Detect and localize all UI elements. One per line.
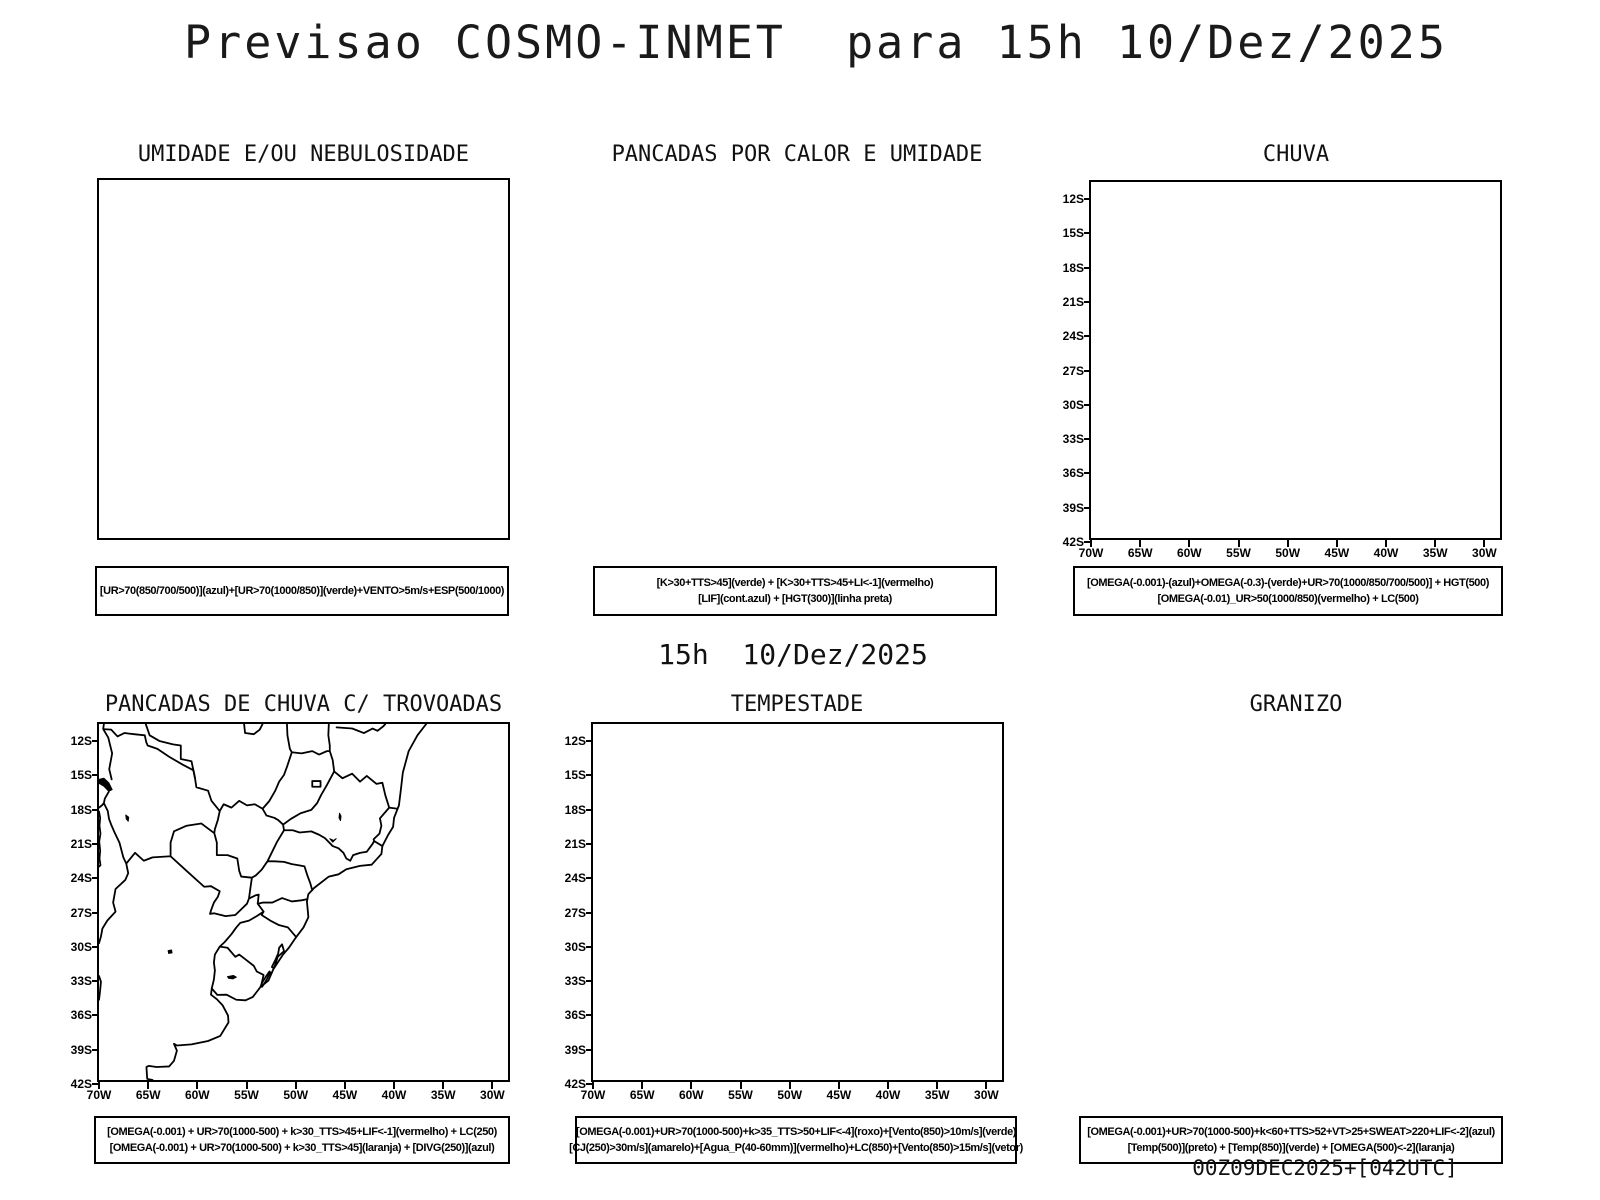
lat-tick-label: 21S bbox=[1062, 295, 1084, 309]
caption-chuva bbox=[1073, 566, 1503, 616]
lon-tick-label: 55W bbox=[728, 1088, 753, 1102]
lat-tick-label: 24S bbox=[1062, 329, 1084, 344]
lat-tick bbox=[586, 1014, 593, 1016]
caption-line: [OMEGA(-0.001)+UR>70(1000-500)+k>35_TTS>50+LIF<-4](roxo)+[Vento(850)>10m/s](verde) bbox=[575, 1126, 1017, 1138]
lon-tick-label: 35W bbox=[924, 1088, 950, 1102]
lat-tick-label: 30S bbox=[1062, 397, 1084, 412]
caption-trovoadas bbox=[94, 1116, 510, 1164]
lat-tick bbox=[1084, 267, 1091, 269]
lat-tick-label: 42S bbox=[564, 1077, 586, 1091]
lat-tick-label: 27S bbox=[1062, 363, 1084, 378]
lon-tick-label: 35W bbox=[430, 1088, 456, 1102]
lon-tick-label: 50W bbox=[1275, 546, 1301, 560]
lat-tick bbox=[92, 1049, 99, 1051]
lat-tick bbox=[586, 1049, 593, 1051]
lon-tick-label: 55W bbox=[234, 1088, 259, 1102]
run-timestamp: 00Z09DEC2025+[042UTC] bbox=[1192, 1156, 1458, 1180]
figure-title: Previsao COSMO-INMET para 15h 10/Dez/2025 bbox=[184, 16, 1448, 69]
panel-title-umidade: UMIDADE E/OU NEBULOSIDADE bbox=[137, 142, 470, 167]
lat-tick bbox=[92, 877, 99, 879]
plot-trovoadas bbox=[70, 722, 510, 1102]
lat-tick bbox=[92, 809, 99, 811]
lat-tick bbox=[1084, 198, 1091, 200]
caption-line: [OMEGA(-0.001) + UR>70(1000-500) + k>30_TTS>45](laranja) + [DIVG(250)](azul) bbox=[109, 1142, 495, 1154]
lon-tick-label: 50W bbox=[777, 1088, 803, 1102]
lat-tick-label: 36S bbox=[1062, 466, 1084, 481]
caption-line: [OMEGA(-0.001)+UR>70(1000-500)+k<60+TTS>52+VT>25+SWEAT>220+LIF<-2](azul) bbox=[1087, 1126, 1495, 1138]
lat-tick-label: 18S bbox=[1062, 260, 1084, 275]
lon-tick-label: 30W bbox=[1472, 546, 1497, 560]
lat-tick bbox=[1084, 301, 1091, 303]
lon-tick-label: 45W bbox=[826, 1088, 852, 1102]
lat-tick bbox=[586, 740, 593, 742]
lat-tick-label: 12S bbox=[564, 734, 586, 749]
south-america-base-map bbox=[99, 724, 508, 1080]
lat-tick-label: 39S bbox=[70, 1042, 92, 1057]
panel-title-tempestade: TEMPESTADE bbox=[730, 692, 864, 717]
lon-tick-label: 45W bbox=[332, 1088, 358, 1102]
lat-tick-label: 27S bbox=[70, 905, 92, 920]
lat-tick bbox=[1084, 507, 1091, 509]
lon-tick-label: 60W bbox=[678, 1088, 704, 1102]
lat-tick-label: 39S bbox=[1062, 500, 1084, 515]
lat-tick-label: 15S bbox=[70, 768, 92, 783]
lat-tick bbox=[1084, 335, 1091, 337]
lon-tick-label: 40W bbox=[1373, 546, 1399, 560]
plot-tempestade bbox=[564, 722, 1004, 1102]
lon-tick-label: 30W bbox=[480, 1088, 505, 1102]
caption-line: [Temp(500)](preto) + [Temp(850)](verde) + [OMEGA(500)<-2](laranja) bbox=[1127, 1142, 1455, 1154]
lon-tick-label: 65W bbox=[629, 1088, 655, 1102]
lat-tick bbox=[586, 809, 593, 811]
caption-pancadas-calor bbox=[593, 566, 997, 616]
lat-tick-label: 15S bbox=[1062, 226, 1084, 241]
lat-tick bbox=[586, 980, 593, 982]
lat-tick bbox=[92, 912, 99, 914]
lat-tick-label: 42S bbox=[70, 1077, 92, 1091]
lon-tick-label: 55W bbox=[1226, 546, 1251, 560]
lat-tick-label: 33S bbox=[564, 974, 586, 989]
panel-title-pancadas-calor: PANCADAS POR CALOR E UMIDADE bbox=[611, 142, 983, 167]
lat-tick bbox=[586, 774, 593, 776]
lon-tick-label: 65W bbox=[1127, 546, 1153, 560]
lat-tick bbox=[586, 843, 593, 845]
panel-title-chuva: CHUVA bbox=[1262, 142, 1330, 167]
lat-tick-label: 21S bbox=[564, 837, 586, 851]
lon-tick-label: 70W bbox=[580, 1088, 606, 1102]
lon-tick-label: 60W bbox=[184, 1088, 210, 1102]
lat-tick-label: 33S bbox=[1062, 432, 1084, 447]
lat-tick bbox=[1084, 404, 1091, 406]
plot-chuva bbox=[1062, 180, 1502, 560]
caption-line: [K>30+TTS>45](verde) + [K>30+TTS>45+LI<-1](vermelho) bbox=[656, 577, 934, 589]
caption-umidade bbox=[95, 566, 509, 616]
lon-tick-label: 70W bbox=[86, 1088, 112, 1102]
lon-tick-label: 50W bbox=[283, 1088, 309, 1102]
lat-tick-label: 15S bbox=[564, 768, 586, 783]
lat-tick bbox=[1084, 370, 1091, 372]
panel-title-trovoadas: PANCADAS DE CHUVA C/ TROVOADAS bbox=[104, 692, 503, 717]
lon-tick-label: 40W bbox=[875, 1088, 901, 1102]
lat-tick bbox=[92, 774, 99, 776]
caption-line: [UR>70(850/700/500)](azul)+[UR>70(1000/850)](verde)+VENTO>5m/s+ESP(500/1000) bbox=[99, 585, 505, 597]
lat-tick bbox=[92, 1014, 99, 1016]
lat-tick bbox=[1084, 472, 1091, 474]
lat-tick-label: 33S bbox=[70, 974, 92, 989]
lat-tick-label: 24S bbox=[70, 871, 92, 886]
lat-tick bbox=[92, 980, 99, 982]
lat-tick-label: 24S bbox=[564, 871, 586, 886]
caption-tempestade bbox=[569, 1116, 1023, 1164]
lat-tick bbox=[92, 740, 99, 742]
lat-tick-label: 30S bbox=[70, 939, 92, 954]
lon-tick-label: 65W bbox=[135, 1088, 161, 1102]
caption-line: [OMEGA(-0.001) + UR>70(1000-500) + k>30_TTS>45+LIF<-1](vermelho) + LC(250) bbox=[107, 1126, 497, 1138]
lon-tick-label: 70W bbox=[1078, 546, 1104, 560]
lat-tick bbox=[92, 946, 99, 948]
caption-line: [LIF](cont.azul) + [HGT(300)](linha preta) bbox=[698, 593, 892, 605]
plot-umidade bbox=[97, 178, 510, 540]
lat-tick-label: 30S bbox=[564, 939, 586, 954]
lon-tick-label: 40W bbox=[381, 1088, 407, 1102]
lat-tick bbox=[586, 946, 593, 948]
caption-line: [OMEGA(-0.01)_UR>50(1000/850)(vermelho) + LC(500) bbox=[1157, 593, 1419, 605]
lat-tick-label: 42S bbox=[1062, 535, 1084, 549]
caption-line: [OMEGA(-0.001)-(azul)+OMEGA(-0.3)-(verde)+UR>70(1000/850/700/500)] + HGT(500) bbox=[1086, 577, 1489, 589]
lat-tick bbox=[586, 877, 593, 879]
lat-tick-label: 36S bbox=[70, 1008, 92, 1023]
lat-tick bbox=[586, 912, 593, 914]
lon-tick-label: 45W bbox=[1324, 546, 1350, 560]
lat-tick-label: 12S bbox=[1062, 192, 1084, 207]
lat-tick bbox=[92, 843, 99, 845]
lon-tick-label: 30W bbox=[974, 1088, 999, 1102]
valid-time-label: 15h 10/Dez/2025 bbox=[658, 638, 928, 671]
lat-tick-label: 27S bbox=[564, 905, 586, 920]
lon-tick-label: 35W bbox=[1422, 546, 1448, 560]
lat-tick-label: 12S bbox=[70, 734, 92, 749]
lat-tick-label: 21S bbox=[70, 837, 92, 851]
lat-tick-label: 18S bbox=[70, 802, 92, 817]
panel-title-granizo: GRANIZO bbox=[1249, 692, 1343, 717]
lat-tick bbox=[1084, 232, 1091, 234]
lat-tick-label: 39S bbox=[564, 1042, 586, 1057]
lon-tick-label: 60W bbox=[1176, 546, 1202, 560]
caption-line: [CJ(250)>30m/s](amarelo)+[Agua_P(40-60mm)](vermelho)+LC(850)+[Vento(850)>15m/s](vetor) bbox=[569, 1142, 1023, 1154]
lat-tick bbox=[1084, 438, 1091, 440]
lat-tick-label: 18S bbox=[564, 802, 586, 817]
lat-tick-label: 36S bbox=[564, 1008, 586, 1023]
